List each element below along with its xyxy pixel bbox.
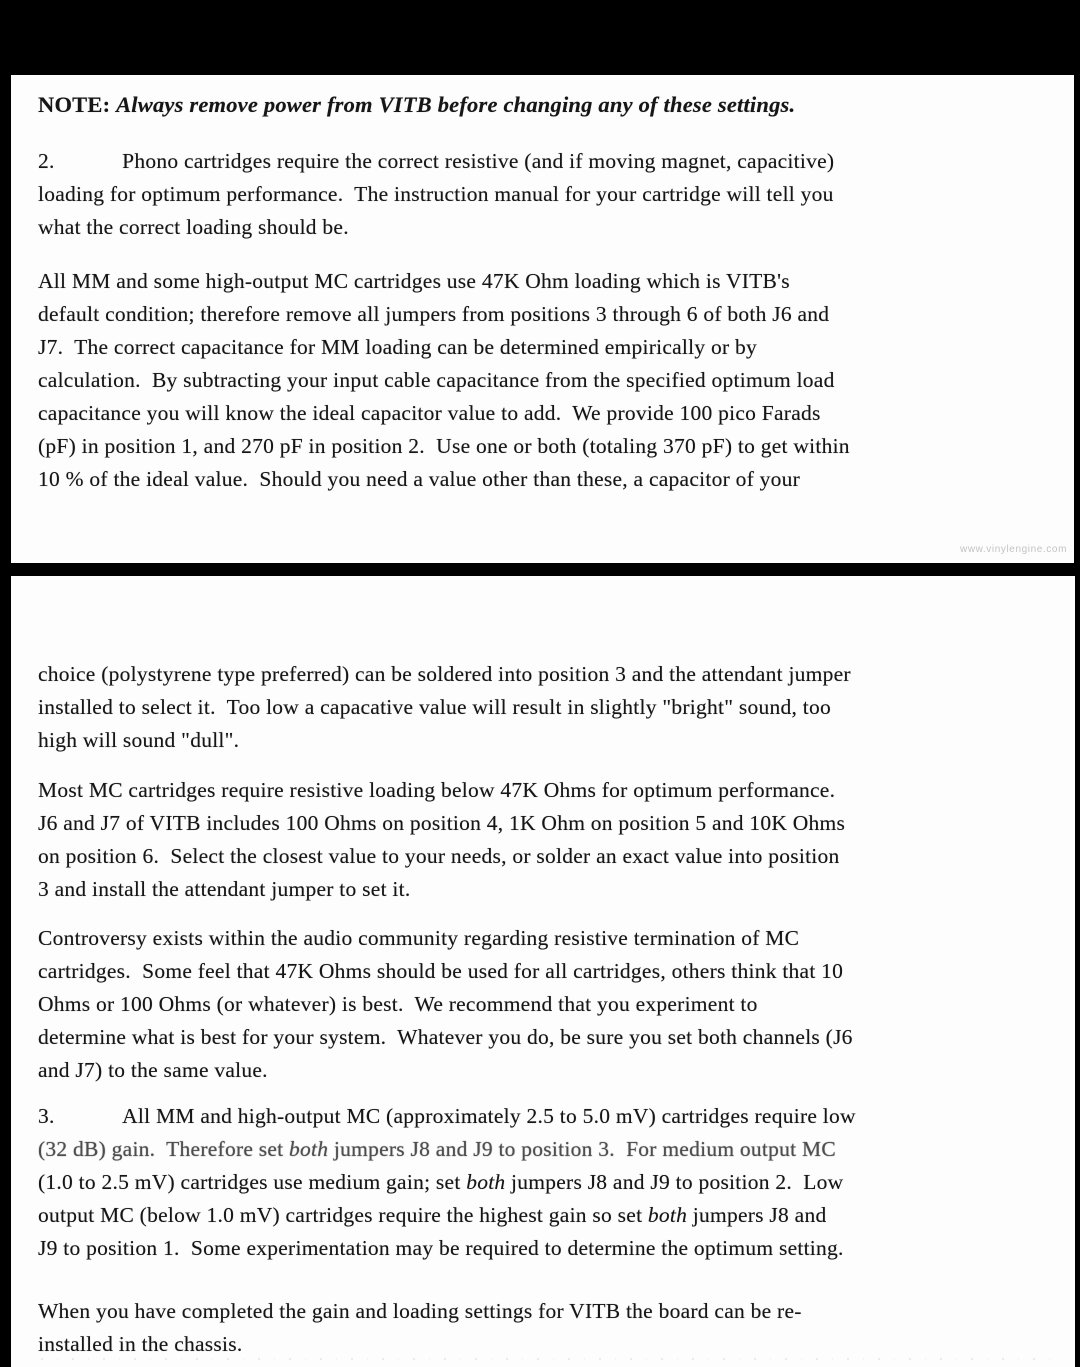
text-segment: 2. Phono cartridges require the correct resistive (and if moving magnet, capacitive) bbox=[38, 149, 835, 173]
text-segment: output MC (below 1.0 mV) cartridges require the highest gain so set bbox=[38, 1203, 648, 1227]
text-segment: installed in the chassis. bbox=[38, 1332, 243, 1356]
text-line bbox=[38, 265, 1060, 298]
text-segment: choice (polystyrene type preferred) can be soldered into position 3 and the attendant jumper bbox=[38, 662, 851, 686]
text-segment: what the correct loading should be. bbox=[38, 215, 349, 239]
text-segment: Ohms or 100 Ohms (or whatever) is best. We recommend that you experiment to bbox=[38, 992, 758, 1016]
text-line bbox=[38, 922, 1061, 955]
text-line bbox=[38, 1054, 1061, 1087]
text-line bbox=[38, 298, 1060, 331]
text-segment: jumpers J8 and bbox=[687, 1203, 827, 1227]
text-line bbox=[38, 397, 1060, 430]
text-segment: cartridges. Some feel that 47K Ohms should be used for all cartridges, others think that 10 bbox=[38, 959, 844, 983]
text-segment: both bbox=[647, 1203, 688, 1227]
text-segment: 3. All MM and high-output MC (approximately 2.5 to 5.0 mV) cartridges require low bbox=[38, 1104, 856, 1128]
text-line bbox=[38, 774, 1061, 807]
text-segment: J9 to position 1. Some experimentation may be required to determine the optimum setting. bbox=[38, 1236, 844, 1260]
text-line bbox=[38, 331, 1060, 364]
text-line bbox=[38, 145, 1060, 178]
text-line bbox=[38, 463, 1060, 496]
text-line bbox=[38, 1328, 1061, 1361]
text-segment: on position 6. Select the closest value to your needs, or solder an exact value into position bbox=[38, 844, 840, 868]
text-segment: (1.0 to 2.5 mV) cartridges use medium gain; set bbox=[38, 1170, 467, 1194]
text-segment: jumpers J8 and J9 to position 3. For medium output MC bbox=[328, 1137, 836, 1161]
text-segment: All MM and some high-output MC cartridges use 47K Ohm loading which is VITB's bbox=[38, 269, 790, 293]
page-1 bbox=[11, 75, 1074, 563]
text-segment: calculation. By subtracting your input cable capacitance from the specified optimum load bbox=[38, 368, 835, 392]
text-segment: installed to select it. Too low a capacative value will result in slightly "bright" sound, too bbox=[38, 695, 831, 719]
text-segment: jumpers J8 and J9 to position 2. Low bbox=[505, 1170, 844, 1194]
page-2 bbox=[11, 576, 1075, 1367]
text-line bbox=[38, 1166, 1061, 1199]
paragraph bbox=[38, 1100, 1061, 1265]
text-line bbox=[38, 658, 1061, 691]
text-segment: Most MC cartridges require resistive loading below 47K Ohms for optimum performance. bbox=[38, 778, 836, 802]
text-segment: capacitance you will know the ideal capacitor value to add. We provide 100 pico Farads bbox=[38, 401, 821, 425]
text-segment: J6 and J7 of VITB includes 100 Ohms on position 4, 1K Ohm on position 5 and 10K Ohms bbox=[38, 811, 846, 835]
text-line bbox=[38, 211, 1060, 244]
text-segment: 3 and install the attendant jumper to set it. bbox=[38, 877, 411, 901]
paragraph bbox=[38, 922, 1061, 1087]
text-segment: high will sound "dull". bbox=[38, 728, 240, 752]
text-segment: Controversy exists within the audio community regarding resistive termination of MC bbox=[38, 926, 800, 950]
text-line bbox=[38, 364, 1060, 397]
text-line bbox=[38, 691, 1061, 724]
paragraph bbox=[38, 658, 1061, 757]
paragraph bbox=[38, 145, 1060, 244]
text-line bbox=[38, 1295, 1061, 1328]
text-segment: both bbox=[289, 1137, 329, 1161]
text-line bbox=[38, 1021, 1061, 1054]
text-line bbox=[38, 873, 1061, 906]
text-segment: Always remove power from VITB before changing any of these settings. bbox=[116, 92, 796, 117]
paragraph bbox=[38, 265, 1060, 496]
text-line bbox=[38, 1133, 1061, 1166]
text-segment: (32 dB) gain. Therefore set bbox=[38, 1137, 290, 1161]
text-segment: and J7) to the same value. bbox=[38, 1058, 268, 1082]
text-line bbox=[38, 1232, 1061, 1265]
text-line bbox=[38, 955, 1061, 988]
text-line bbox=[38, 88, 1060, 121]
text-segment: NOTE: bbox=[38, 92, 117, 117]
watermark-text: www.vinylengine.com bbox=[960, 544, 1067, 555]
paragraph bbox=[38, 1295, 1061, 1361]
page-separator bbox=[0, 563, 1080, 576]
text-segment: loading for optimum performance. The instruction manual for your cartridge will tell you bbox=[38, 182, 834, 206]
text-segment: determine what is best for your system. Whatever you do, be sure you set both channels (J6 bbox=[38, 1025, 853, 1049]
text-line bbox=[38, 724, 1061, 757]
text-line bbox=[38, 988, 1061, 1021]
text-segment: default condition; therefore remove all jumpers from positions 3 through 6 of both J6 and bbox=[38, 302, 830, 326]
text-segment: both bbox=[466, 1170, 506, 1194]
text-line bbox=[38, 430, 1060, 463]
text-segment: When you have completed the gain and loading settings for VITB the board can be re- bbox=[38, 1299, 802, 1323]
text-line bbox=[38, 178, 1060, 211]
text-line bbox=[38, 1199, 1061, 1232]
text-segment: (pF) in position 1, and 270 pF in position 2. Use one or both (totaling 370 pF) to get within bbox=[38, 434, 850, 458]
paragraph bbox=[38, 88, 1060, 121]
text-line bbox=[38, 807, 1061, 840]
text-segment: 10 % of the ideal value. Should you need a value other than these, a capacitor of your bbox=[38, 467, 801, 491]
paragraph bbox=[38, 774, 1061, 906]
text-line bbox=[38, 840, 1061, 873]
text-segment: J7. The correct capacitance for MM loading can be determined empirically or by bbox=[38, 335, 758, 359]
text-line bbox=[38, 1100, 1061, 1133]
